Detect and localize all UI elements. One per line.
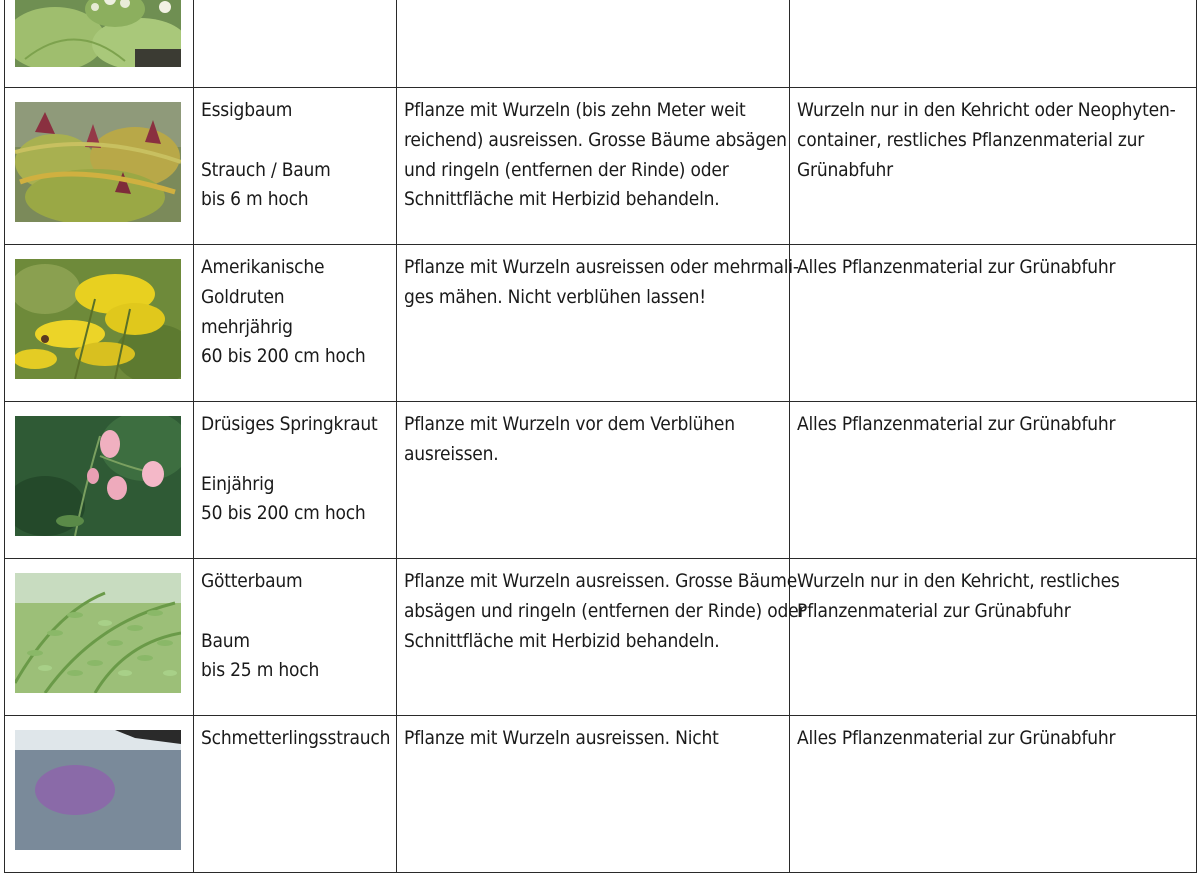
table-row: [5, 0, 1197, 88]
balsam-flower-photo: [15, 416, 181, 536]
measure-line: reichend) ausreissen. Grosse Bäume absägen: [404, 128, 787, 151]
measure-cell: [397, 245, 799, 402]
measure-line: und ringeln (entfernen der Rinde) oder: [404, 158, 729, 181]
plant-name-cell: [194, 245, 397, 402]
measure-line: Schnittfläche mit Herbizid behandeln.: [404, 629, 720, 652]
disposal-cell: [790, 245, 1197, 402]
sumac-tree-photo: [15, 102, 181, 222]
plant-name-cell: [194, 716, 397, 873]
plant-image-cell: [5, 716, 194, 873]
plant-height: 50 bis 200 cm hoch: [201, 502, 366, 525]
measure-line: absägen und ringeln (entfernen der Rinde) oder: [404, 599, 806, 622]
plant-image-cell: [5, 245, 194, 402]
measure-cell: [397, 402, 790, 559]
table-row: [5, 559, 1197, 716]
disposal-line: Pflanzenmaterial zur Grünabfuhr: [797, 599, 1071, 622]
plant-name: Drüsiges Springkraut: [201, 413, 378, 435]
disposal-cell: [790, 0, 1197, 88]
measure-cell: [397, 716, 790, 873]
plant-name: Amerikanische: [201, 256, 325, 278]
measure-line: Pflanze mit Wurzeln (bis zehn Meter weit: [404, 99, 746, 121]
knotweed-leaves-photo: [15, 0, 181, 67]
plant-type: Baum: [201, 629, 250, 652]
measure-line: Pflanze mit Wurzeln vor dem Verblühen: [404, 413, 735, 435]
table-row: [5, 245, 1197, 402]
plant-name: Schmetterlingsstrauch: [201, 727, 391, 749]
plant-name-cell: [194, 0, 397, 88]
goldenrod-photo: [15, 259, 181, 379]
disposal-cell: [790, 716, 1197, 873]
spacer: [201, 126, 390, 156]
disposal-line: Grünabfuhr: [797, 158, 893, 181]
plant-name: Götterbaum: [201, 570, 303, 592]
plant-height: 60 bis 200 cm hoch: [201, 345, 366, 368]
tree-of-heaven-photo: [15, 573, 181, 693]
table-row: [5, 402, 1197, 559]
plant-type: Einjährig: [201, 472, 275, 495]
table-row: [5, 716, 1197, 873]
measure-line: Pflanze mit Wurzeln ausreissen. Grosse Bäume: [404, 570, 798, 592]
measure-line: Schnittfläche mit Herbizid behandeln.: [404, 188, 720, 211]
plant-type: Strauch / Baum: [201, 158, 331, 181]
disposal-line: Alles Pflanzenmaterial zur Grünabfuhr: [797, 727, 1116, 749]
table-row: [5, 88, 1197, 245]
disposal-cell: [790, 559, 1197, 716]
measure-cell: [397, 559, 806, 716]
plant-image-cell: [5, 402, 194, 559]
disposal-line: Wurzeln nur in den Kehricht, restliches: [797, 570, 1120, 592]
plant-name: Goldruten: [201, 285, 285, 308]
disposal-cell: [790, 402, 1197, 559]
butterfly-bush-photo: [15, 730, 181, 850]
measure-line: Pflanze mit Wurzeln ausreissen oder mehrmali-: [404, 256, 799, 278]
measure-cell: [397, 0, 790, 88]
plant-height: bis 25 m hoch: [201, 659, 320, 682]
disposal-line: container, restliches Pflanzenmaterial zur: [797, 128, 1145, 151]
spacer: [201, 440, 390, 470]
disposal-line: Alles Pflanzenmaterial zur Grünabfuhr: [797, 413, 1116, 435]
plant-image-cell: [5, 88, 194, 245]
plant-height: bis 6 m hoch: [201, 188, 309, 211]
disposal-line: Wurzeln nur in den Kehricht oder Neophyten-: [797, 99, 1176, 121]
plant-name-cell: [194, 402, 397, 559]
measure-line: ges mähen. Nicht verblühen lassen!: [404, 285, 706, 308]
plant-type: mehrjährig: [201, 315, 293, 338]
disposal-line: Alles Pflanzenmaterial zur Grünabfuhr: [797, 256, 1116, 278]
plant-image-cell: [5, 0, 194, 88]
plant-image-cell: [5, 559, 194, 716]
measure-cell: [397, 88, 790, 245]
plant-name-cell: [194, 559, 397, 716]
neophyte-control-table: [4, 0, 1197, 873]
plant-name-cell: [194, 88, 397, 245]
measure-line: ausreissen.: [404, 442, 499, 465]
measure-line: Pflanze mit Wurzeln ausreissen. Nicht: [404, 727, 719, 749]
disposal-cell: [790, 88, 1197, 245]
spacer: [201, 597, 390, 627]
plant-name: Essigbaum: [201, 99, 293, 121]
